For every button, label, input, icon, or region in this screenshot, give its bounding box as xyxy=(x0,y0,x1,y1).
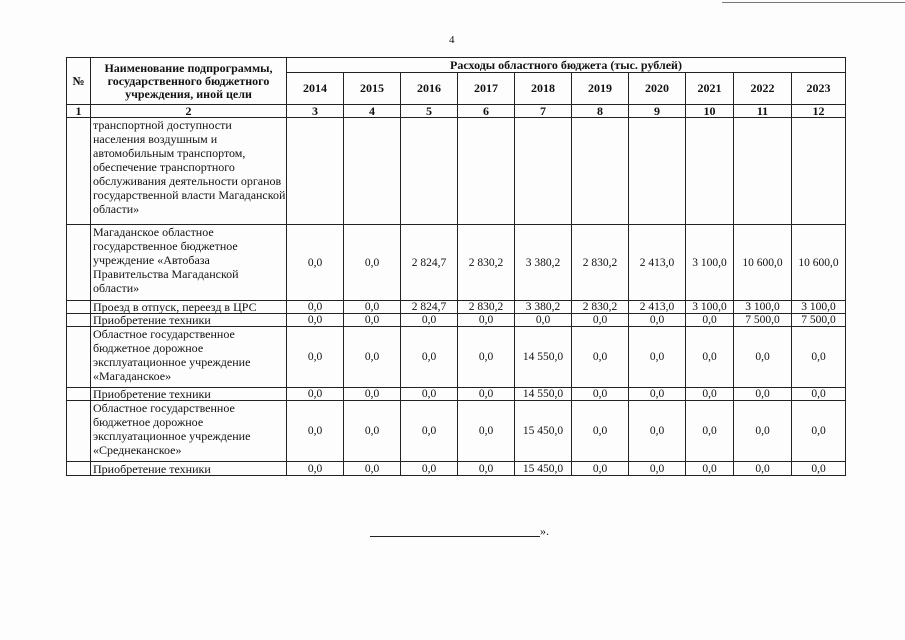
value-cell: 0,0 xyxy=(629,314,686,327)
value-cell: 0,0 xyxy=(287,462,344,476)
value-cell: 3 100,0 xyxy=(792,301,846,314)
value-cell: 0,0 xyxy=(572,462,629,476)
value-cell: 0,0 xyxy=(458,388,515,401)
row-name: Областное государственное бюджетное дорожное эксплуатационное учреждение «Среднеканское» xyxy=(91,401,287,462)
value-cell: 0,0 xyxy=(287,314,344,327)
value-cell: 0,0 xyxy=(344,327,401,388)
value-cell: 0,0 xyxy=(344,388,401,401)
column-number: 11 xyxy=(734,105,792,118)
value-cell: 0,0 xyxy=(686,314,734,327)
value-cell: 0,0 xyxy=(734,327,792,388)
table-row xyxy=(67,301,846,314)
column-number: 3 xyxy=(287,105,344,118)
row-number-cell xyxy=(67,225,91,301)
column-number: 1 xyxy=(67,105,91,118)
value-cell: 0,0 xyxy=(458,462,515,476)
header-year: 2020 xyxy=(629,73,686,105)
header-year: 2015 xyxy=(344,73,401,105)
page-number: 4 xyxy=(449,34,455,46)
value-cell: 0,0 xyxy=(287,401,344,462)
value-cell: 0,0 xyxy=(792,388,846,401)
value-cell: 0,0 xyxy=(401,462,458,476)
row-name: Проезд в отпуск, переезд в ЦРС xyxy=(91,301,287,314)
value-cell: 3 380,2 xyxy=(515,301,572,314)
column-number: 6 xyxy=(458,105,515,118)
column-number: 7 xyxy=(515,105,572,118)
value-cell xyxy=(401,118,458,225)
value-cell: 0,0 xyxy=(458,401,515,462)
column-number: 5 xyxy=(401,105,458,118)
value-cell: 0,0 xyxy=(629,388,686,401)
value-cell: 0,0 xyxy=(734,462,792,476)
value-cell: 0,0 xyxy=(572,401,629,462)
footer-line xyxy=(370,536,540,537)
value-cell xyxy=(686,118,734,225)
header-year: 2021 xyxy=(686,73,734,105)
value-cell: 0,0 xyxy=(572,314,629,327)
value-cell: 0,0 xyxy=(401,314,458,327)
value-cell: 2 413,0 xyxy=(629,225,686,301)
table-row xyxy=(67,118,846,225)
value-cell: 0,0 xyxy=(629,327,686,388)
value-cell: 0,0 xyxy=(792,327,846,388)
value-cell: 0,0 xyxy=(287,225,344,301)
value-cell: 0,0 xyxy=(792,462,846,476)
value-cell: 0,0 xyxy=(401,401,458,462)
scan-edge-line xyxy=(722,2,905,3)
value-cell: 2 830,2 xyxy=(458,301,515,314)
value-cell xyxy=(629,118,686,225)
column-number: 9 xyxy=(629,105,686,118)
value-cell xyxy=(458,118,515,225)
column-number: 12 xyxy=(792,105,846,118)
value-cell xyxy=(287,118,344,225)
value-cell: 15 450,0 xyxy=(515,462,572,476)
value-cell: 0,0 xyxy=(572,388,629,401)
value-cell: 0,0 xyxy=(401,327,458,388)
value-cell: 0,0 xyxy=(401,388,458,401)
value-cell: 0,0 xyxy=(344,314,401,327)
row-name: Приобретение техники xyxy=(91,388,287,401)
value-cell: 3 100,0 xyxy=(734,301,792,314)
value-cell: 0,0 xyxy=(686,327,734,388)
value-cell xyxy=(344,118,401,225)
value-cell: 2 830,2 xyxy=(572,225,629,301)
value-cell: 0,0 xyxy=(458,314,515,327)
value-cell xyxy=(515,118,572,225)
value-cell: 0,0 xyxy=(344,301,401,314)
value-cell xyxy=(792,118,846,225)
footer-end: ». xyxy=(540,524,549,538)
value-cell: 2 830,2 xyxy=(572,301,629,314)
header-year: 2022 xyxy=(734,73,792,105)
header-year: 2014 xyxy=(287,73,344,105)
header-num: № xyxy=(67,58,91,105)
header-year: 2017 xyxy=(458,73,515,105)
value-cell: 0,0 xyxy=(792,401,846,462)
row-name: Приобретение техники xyxy=(91,462,287,476)
table-row xyxy=(67,462,846,476)
value-cell: 7 500,0 xyxy=(792,314,846,327)
table-row xyxy=(67,225,846,301)
value-cell: 0,0 xyxy=(686,401,734,462)
value-cell: 10 600,0 xyxy=(792,225,846,301)
column-number: 2 xyxy=(91,105,287,118)
value-cell: 0,0 xyxy=(287,301,344,314)
value-cell: 0,0 xyxy=(287,327,344,388)
header-year: 2018 xyxy=(515,73,572,105)
value-cell: 0,0 xyxy=(572,327,629,388)
header-year: 2023 xyxy=(792,73,846,105)
row-number-cell xyxy=(67,301,91,314)
value-cell: 0,0 xyxy=(734,388,792,401)
value-cell: 2 824,7 xyxy=(401,301,458,314)
table-row xyxy=(67,327,846,388)
value-cell: 0,0 xyxy=(344,462,401,476)
value-cell: 0,0 xyxy=(686,462,734,476)
value-cell: 0,0 xyxy=(734,401,792,462)
row-number-cell xyxy=(67,462,91,476)
column-number: 10 xyxy=(686,105,734,118)
header-expenses: Расходы областного бюджета (тыс. рублей) xyxy=(287,58,846,73)
value-cell: 0,0 xyxy=(344,401,401,462)
row-name: Приобретение техники xyxy=(91,314,287,327)
header-year: 2016 xyxy=(401,73,458,105)
value-cell: 14 550,0 xyxy=(515,388,572,401)
value-cell: 0,0 xyxy=(629,462,686,476)
header-year: 2019 xyxy=(572,73,629,105)
value-cell: 15 450,0 xyxy=(515,401,572,462)
value-cell xyxy=(734,118,792,225)
value-cell xyxy=(572,118,629,225)
value-cell: 3 100,0 xyxy=(686,301,734,314)
value-cell: 0,0 xyxy=(458,327,515,388)
table-row xyxy=(67,401,846,462)
value-cell: 0,0 xyxy=(287,388,344,401)
column-number: 4 xyxy=(344,105,401,118)
value-cell: 10 600,0 xyxy=(734,225,792,301)
value-cell: 2 413,0 xyxy=(629,301,686,314)
value-cell: 2 824,7 xyxy=(401,225,458,301)
row-name: Магаданское областное государственное бюджетное учреждение «Автобаза Правительства Магаданской области» xyxy=(91,225,287,301)
row-number-cell xyxy=(67,388,91,401)
row-name: транспортной доступности населения воздушным и автомобильным транспортом, обеспечение транспортного обслуживания деятельности органов государственной власти Магаданской области» xyxy=(91,118,287,225)
row-number-cell xyxy=(67,118,91,225)
value-cell: 0,0 xyxy=(686,388,734,401)
row-number-cell xyxy=(67,314,91,327)
table-row xyxy=(67,388,846,401)
row-number-cell xyxy=(67,327,91,388)
value-cell: 0,0 xyxy=(629,401,686,462)
value-cell: 0,0 xyxy=(515,314,572,327)
row-number-cell xyxy=(67,401,91,462)
value-cell: 3 380,2 xyxy=(515,225,572,301)
value-cell: 2 830,2 xyxy=(458,225,515,301)
value-cell: 3 100,0 xyxy=(686,225,734,301)
row-name: Областное государственное бюджетное дорожное эксплуатационное учреждение «Магаданское» xyxy=(91,327,287,388)
table-row xyxy=(67,314,846,327)
budget-table xyxy=(66,57,846,476)
value-cell: 7 500,0 xyxy=(734,314,792,327)
value-cell: 14 550,0 xyxy=(515,327,572,388)
column-number: 8 xyxy=(572,105,629,118)
value-cell: 0,0 xyxy=(344,225,401,301)
header-name: Наименование подпрограммы, государственного бюджетного учреждения, иной цели xyxy=(91,58,287,105)
